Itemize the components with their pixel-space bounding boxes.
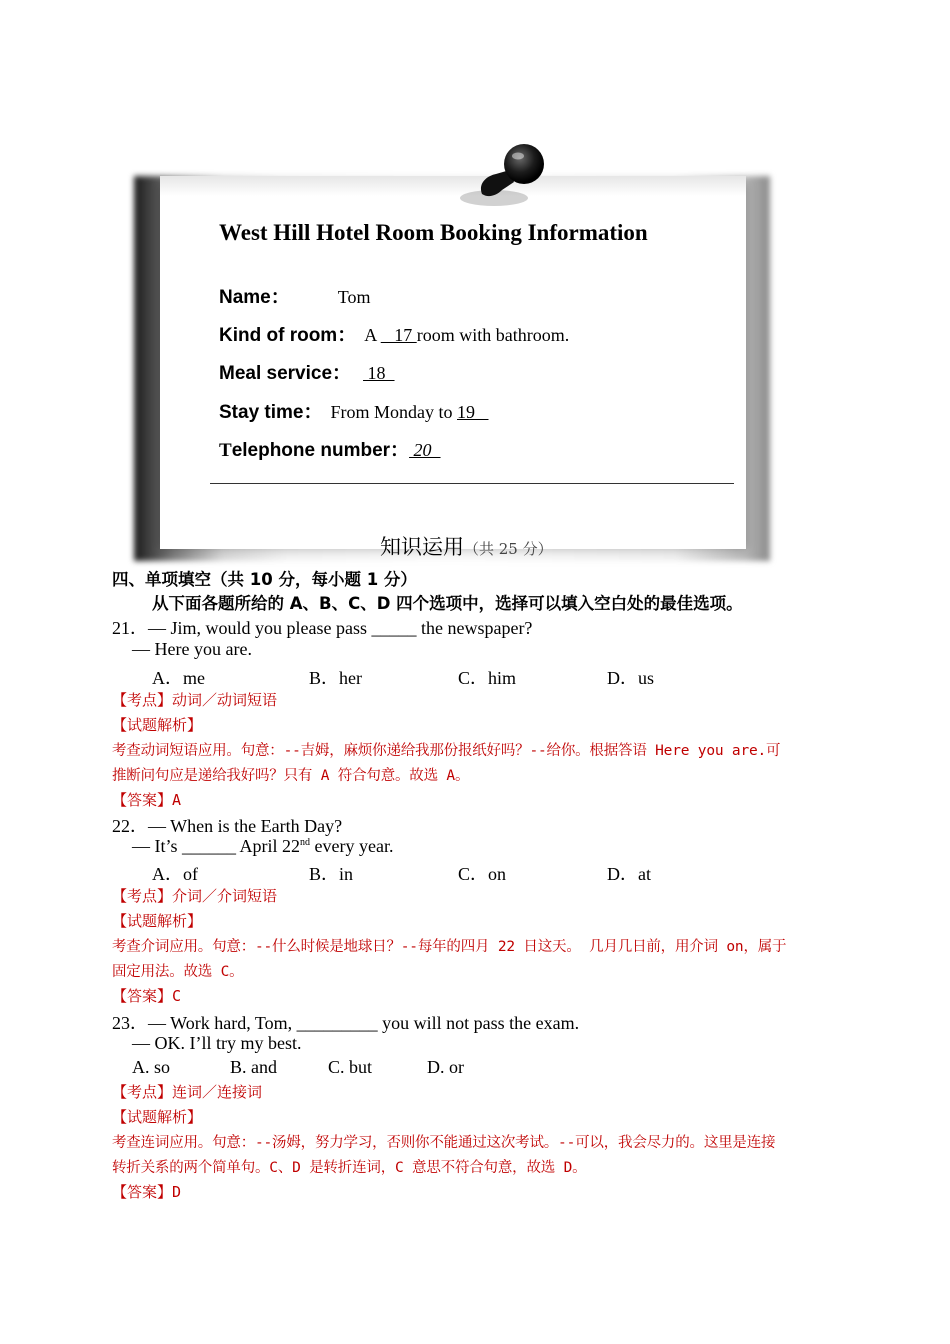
question-21: 21．— Jim, would you please pass _____ the newspaper? (112, 618, 533, 638)
room-blank-17[interactable]: 17 (380, 325, 417, 345)
option-22-a[interactable]: A．of (152, 864, 198, 884)
option-22-c[interactable]: C．on (458, 864, 507, 884)
stay-prefix: From Monday to (330, 402, 457, 422)
option-21-d[interactable]: D．us (607, 668, 655, 688)
name-row (219, 282, 371, 309)
answer-line-22-post: every year. (310, 836, 394, 856)
question-23: 23．— Work hard, Tom, _________ you will not pass the exam. (112, 1013, 580, 1033)
phone-label: elephone number： (231, 440, 410, 461)
room-prefix: A (364, 325, 381, 345)
option-21-c[interactable]: C．him (458, 668, 517, 688)
meal-label: Meal service： (219, 363, 352, 384)
phone-label-first: T (219, 440, 232, 461)
room-label: Kind of room： (219, 325, 357, 346)
answer-line-22-pre: — It’s ______ April 22 (132, 836, 301, 856)
stay-row (219, 397, 489, 424)
answer-tag-23: 【答案】D (112, 1183, 182, 1201)
option-21-b[interactable]: B．her (309, 668, 362, 688)
option-23-d[interactable]: D. or (427, 1057, 464, 1077)
option-22-d[interactable]: D．at (607, 864, 651, 884)
room-suffix: room with bathroom. (416, 325, 570, 345)
answer-tag-21: 【答案】A (112, 791, 182, 809)
option-23-c[interactable]: C. but (328, 1057, 373, 1077)
point-tag-23: 【考点】连词／连接词 (112, 1083, 263, 1101)
analysis-tag-22: 【试题解析】 (112, 912, 203, 930)
answer-line-22-sup: nd (300, 837, 311, 848)
booking-title: West Hill Hotel Room Booking Information (219, 220, 648, 245)
analysis-tag-23: 【试题解析】 (112, 1108, 203, 1126)
meal-row (219, 358, 395, 385)
answer-line-22 (132, 836, 393, 857)
stay-blank-19[interactable]: 19 (457, 402, 489, 422)
explanation-21-line2: 推断问句应是递给我好吗？只有 A 符合句意。故选 A。 (112, 768, 470, 784)
answer-line-23: — OK. I’ll try my best. (132, 1033, 302, 1053)
point-tag-21: 【考点】动词／动词短语 (112, 691, 278, 709)
part-heading: 四、单项填空（共 10 分，每小题 1 分） (112, 570, 417, 589)
answer-line-21: — Here you are. (132, 639, 252, 659)
explanation-21-line1: 考查动词短语应用。句意：--吉姆，麻烦你递给我那份报纸好吗？--给你。根据答语 Here you are.可 (112, 743, 781, 759)
push-pin-icon (452, 140, 562, 210)
name-value: Tom (337, 287, 371, 307)
point-tag-22: 【考点】介词／介词短语 (112, 887, 278, 905)
name-label: Name： (219, 287, 290, 308)
option-21-a[interactable]: A．me (152, 668, 205, 688)
option-23-a[interactable]: A. so (132, 1057, 171, 1077)
phone-row (219, 435, 441, 462)
analysis-tag-21: 【试题解析】 (112, 716, 203, 734)
meal-blank-18[interactable]: 18 (363, 363, 395, 383)
question-22: 22．— When is the Earth Day? (112, 816, 343, 836)
note-divider (210, 483, 734, 484)
instruction: 从下面各题所给的 A、B、C、D 四个选项中，选择可以填入空白处的最佳选项。 (152, 594, 743, 613)
section-title (380, 531, 553, 561)
phone-blank-20[interactable]: 20 (409, 440, 441, 460)
stay-label: Stay time： (219, 402, 323, 423)
option-22-b[interactable]: B．in (309, 864, 354, 884)
answer-tag-22: 【答案】C (112, 987, 182, 1005)
explanation-22-line1: 考查介词应用。句意：--什么时候是地球日？--每年的四月 22 日这天。 几月几日前，用介词 on，属于 (112, 939, 787, 955)
explanation-23-line2: 转折关系的两个简单句。C、D 是转折连词，C 意思不符合句意，故选 D。 (112, 1160, 587, 1176)
section-title-text: 知识运用 (380, 535, 464, 559)
explanation-23-line1: 考查连词应用。句意：--汤姆，努力学习，否则你不能通过这次考试。--可以，我会尽力的。这里是连接 (112, 1135, 776, 1151)
section-subtitle: （共 25 分） (464, 540, 553, 558)
explanation-22-line2: 固定用法。故选 C。 (112, 964, 244, 980)
room-row (219, 320, 569, 347)
option-23-b[interactable]: B. and (230, 1057, 277, 1077)
